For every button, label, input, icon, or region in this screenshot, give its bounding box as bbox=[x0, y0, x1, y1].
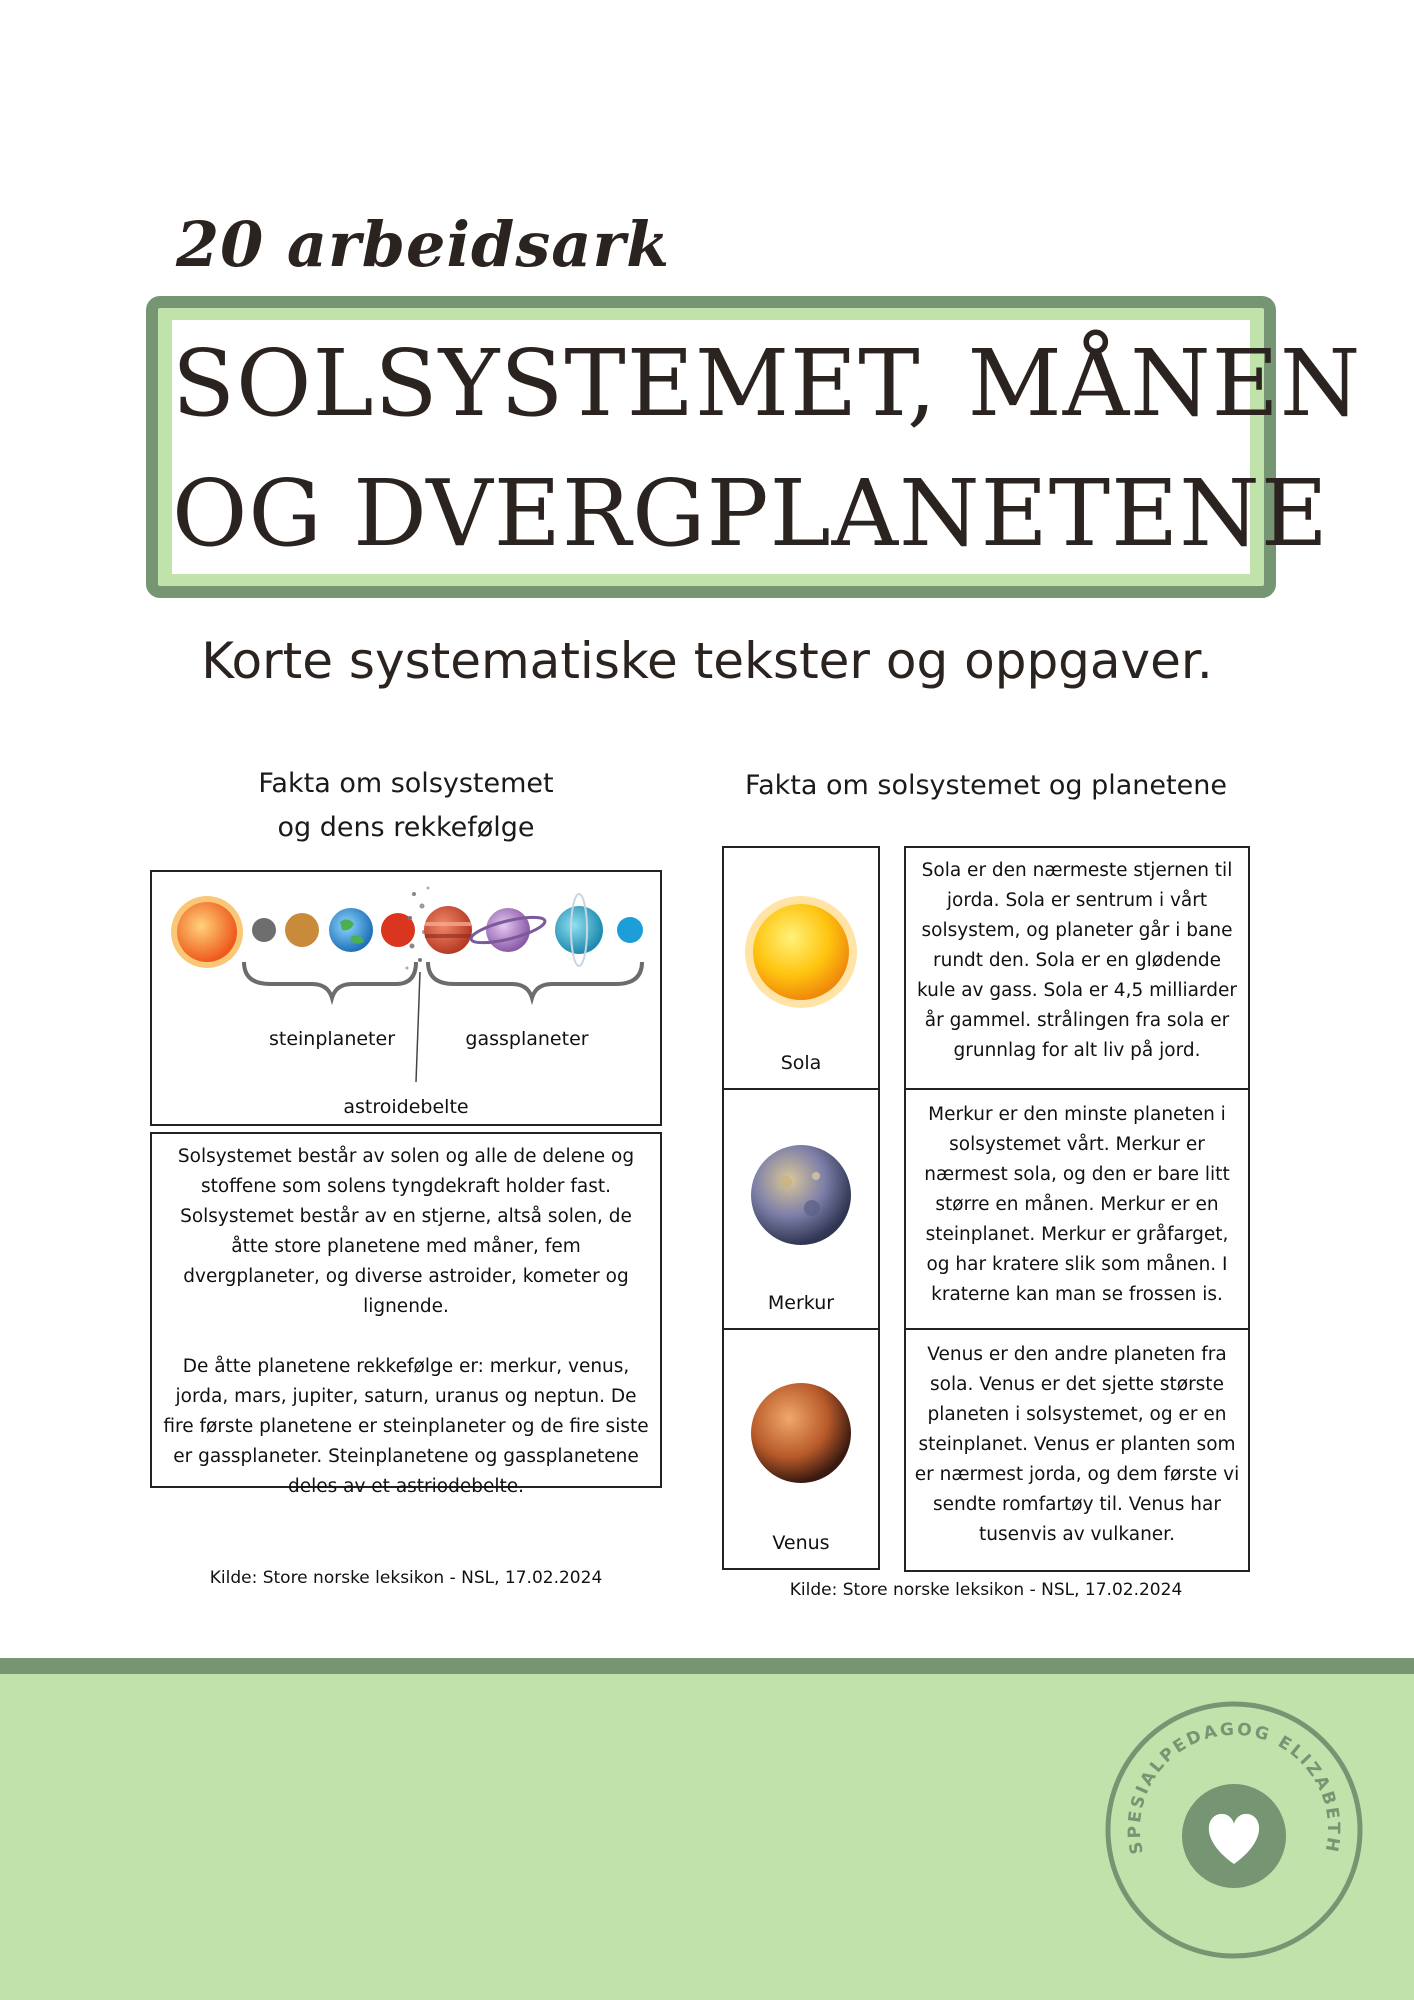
solar-system-diagram bbox=[152, 872, 660, 1124]
label-rocky-planets: steinplaneter bbox=[268, 1028, 396, 1050]
card-text-venus-content: Venus er den andre planeten fra sola. Venus er det sjette største planeten i solsystemet, og er en steinplanet. Venus er planten som er nærmest jorda, og dem første vi sendte romfartøy til. Venus har tusenvis av vulkaner. bbox=[914, 1344, 1240, 1545]
venus-icon bbox=[285, 913, 319, 947]
sun-icon bbox=[741, 892, 861, 1012]
solar-system-diagram-box bbox=[150, 870, 662, 1126]
card-text-sola bbox=[904, 846, 1250, 1090]
jupiter-icon bbox=[424, 906, 472, 954]
card-name-venus: Venus bbox=[772, 1532, 830, 1554]
label-gas-planets: gassplaneter bbox=[465, 1028, 589, 1050]
gas-planets-brace bbox=[428, 962, 642, 998]
footer bbox=[0, 1674, 1414, 2000]
right-source: Kilde: Store norske leksikon - NSL, 17.02.2024 bbox=[789, 1580, 1183, 1600]
solar-system-text-box bbox=[150, 1132, 662, 1497]
title-frame bbox=[146, 296, 1362, 598]
label-asteroid-belt: astroidebelte bbox=[343, 1096, 469, 1118]
title-line-1: SOLSYSTEMET, MÅNEN bbox=[172, 330, 1362, 437]
card-name-sola: Sola bbox=[780, 1052, 822, 1074]
sun-icon bbox=[171, 896, 243, 968]
left-source: Kilde: Store norske leksikon - NSL, 17.02.2024 bbox=[209, 1568, 603, 1588]
card-text-merkur bbox=[904, 1088, 1250, 1330]
card-text-venus bbox=[904, 1328, 1250, 1572]
brand-logo-text: SPESIALPEDAGOG ELIZABETH bbox=[1124, 1719, 1344, 1856]
footer-divider bbox=[0, 1658, 1414, 1674]
mercury-icon bbox=[746, 1140, 856, 1250]
title-line-2: OG DVERGPLANETENE bbox=[172, 460, 1329, 567]
asteroid-belt-pointer bbox=[416, 972, 420, 1082]
left-heading bbox=[150, 762, 662, 850]
card-text-merkur-content: Merkur er den minste planeten i solsystemet vårt. Merkur er nærmest sola, og den er bare litt større en månen. Merkur er en steinplanet. Merkur er gråfarget, og har kratere slik som månen. I kraterne kan man se frossen is. bbox=[924, 1104, 1230, 1305]
right-heading: Fakta om solsystemet og planetene bbox=[745, 770, 1227, 801]
brand-logo bbox=[1102, 1698, 1366, 1962]
uranus-icon bbox=[555, 894, 603, 966]
card-text-sola-content: Sola er den nærmeste stjernen til jorda. Sola er sentrum i vårt solsystem, og planeter går i bane rundt den. Sola er en glødende kule av gass. Sola er 4,5 milliarder år gammel. strålingen fra sola er grunnlag for alt liv på jord. bbox=[916, 860, 1238, 1061]
subtitle: Korte systematiske tekster og oppgaver. bbox=[201, 632, 1213, 690]
title-panel bbox=[172, 320, 1362, 574]
card-image-sola bbox=[722, 846, 880, 1090]
mercury-icon bbox=[252, 918, 276, 942]
venus-icon bbox=[746, 1378, 856, 1488]
left-heading-line-2: og dens rekkefølge bbox=[277, 812, 535, 843]
solar-system-paragraph-2: De åtte planetene rekkefølge er: merkur, venus, jorda, mars, jupiter, saturn, uranus og neptun. De fire første planetene er steinplaneter og de fire siste er gassplaneter. Steinplanetene og gassplanetene deles av et astriodebelte. bbox=[163, 1356, 649, 1497]
neptune-icon bbox=[617, 917, 643, 943]
card-name-merkur: Merkur bbox=[767, 1292, 835, 1314]
card-image-merkur bbox=[722, 1088, 880, 1330]
card-image-venus bbox=[722, 1328, 880, 1570]
earth-icon bbox=[329, 908, 373, 952]
worksheet-count: 20 arbeidsark bbox=[176, 208, 671, 281]
rocky-planets-brace bbox=[244, 962, 416, 998]
saturn-icon bbox=[469, 908, 547, 952]
left-heading-line-1: Fakta om solsystemet bbox=[258, 768, 554, 799]
solar-system-paragraph-1: Solsystemet består av solen og alle de delene og stoffene som solens tyngdekraft holder fast. Solsystemet består av en stjerne, altså solen, de åtte store planetene med måner, fem dvergplaneter, og diverse astroider, kometer og lignende. bbox=[177, 1146, 635, 1317]
